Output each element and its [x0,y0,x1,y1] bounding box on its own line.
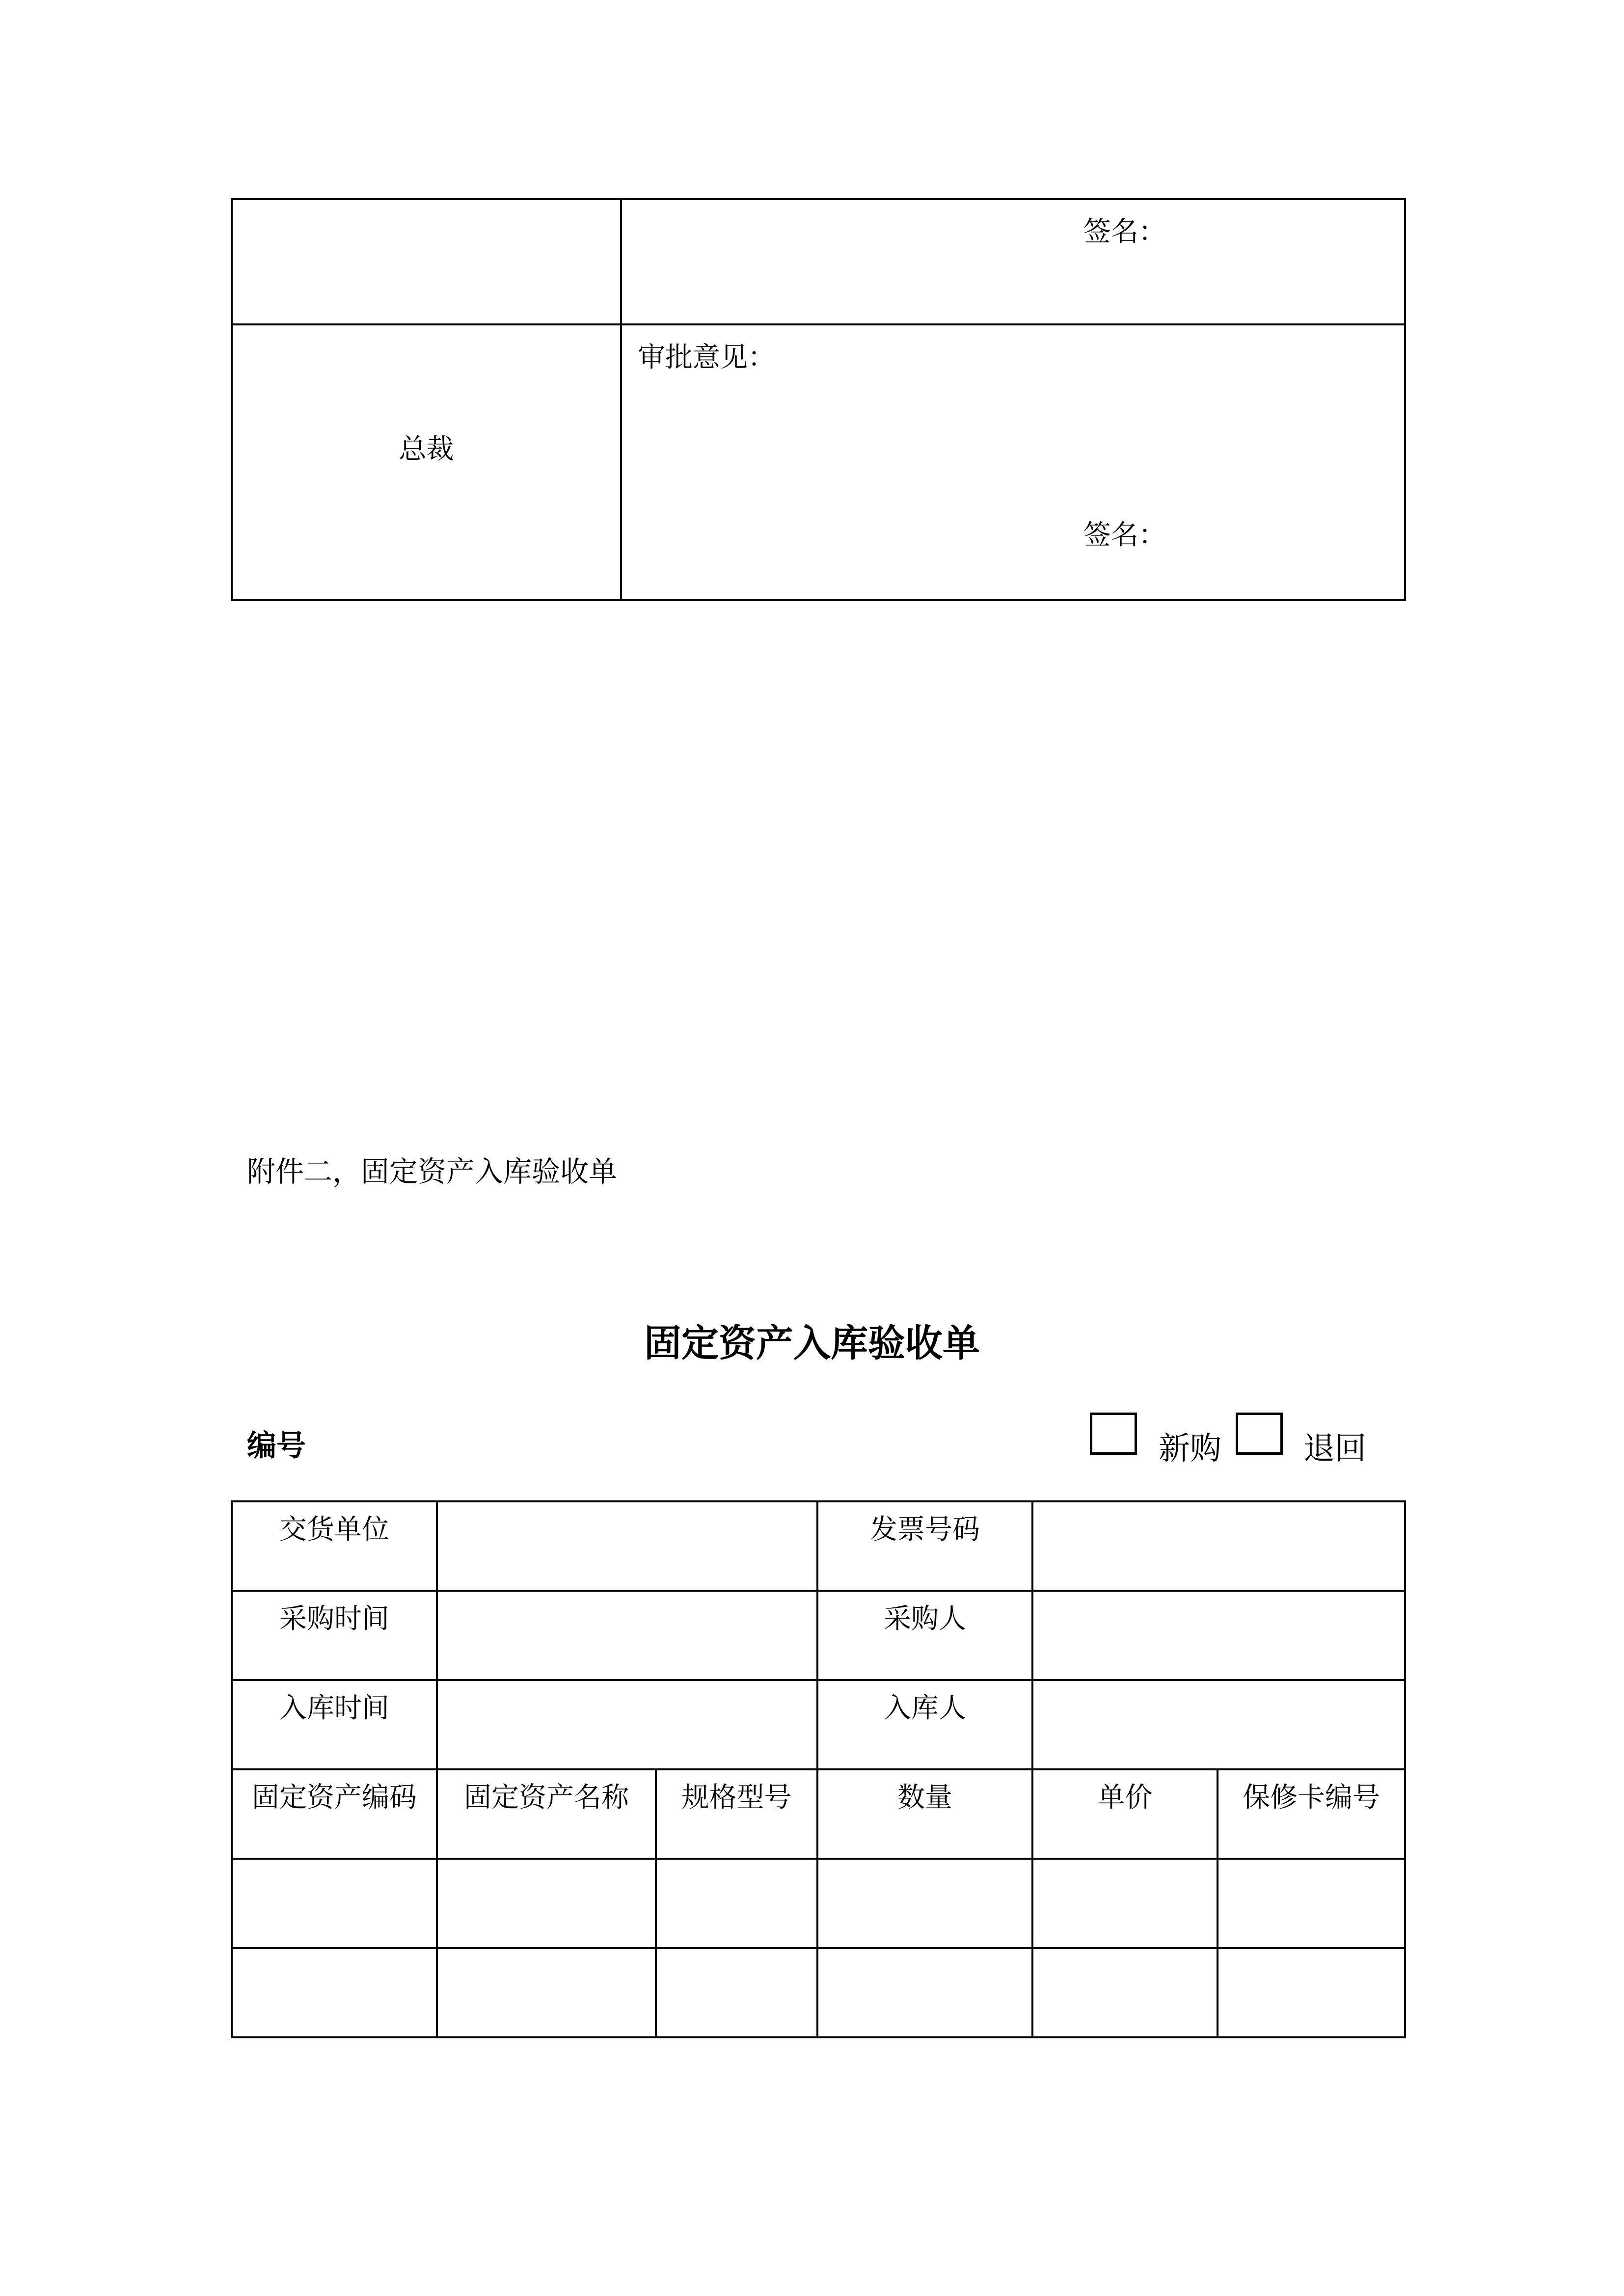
quantity-cell[interactable] [817,1948,1032,2037]
delivery-unit-field[interactable] [437,1501,817,1591]
opinion-cell[interactable] [621,199,1405,324]
receipt-table [231,1500,1406,2038]
info-label-invoice-number: 发票号码 [817,1501,1032,1591]
purchase-time-field[interactable] [437,1591,817,1680]
info-label-delivery-unit: 交货单位 [232,1501,437,1591]
column-header-row [232,1769,1405,1859]
model-cell[interactable] [656,1859,817,1948]
asset-code-cell[interactable] [232,1859,437,1948]
new-purchase-label: 新购 [1159,1431,1221,1467]
signature-label: 签名： [1083,519,1166,551]
info-label-purchase-time: 采购时间 [232,1591,437,1680]
return-label: 退回 [1303,1431,1366,1467]
column-header-asset-name: 固定资产名称 [437,1769,656,1859]
purchaser-field[interactable] [1032,1591,1405,1680]
approval-table [231,198,1406,601]
signature-label: 签名： [1083,216,1166,248]
storage-person-field[interactable] [1032,1680,1405,1769]
asset-name-cell[interactable] [437,1948,656,2037]
unit-price-cell[interactable] [1032,1859,1218,1948]
approval-opinion-label: 审批意见： [638,342,775,374]
number-label: 编号 [247,1429,306,1463]
info-row [232,1680,1405,1769]
return-checkbox[interactable] [1236,1413,1283,1455]
new-purchase-checkbox[interactable] [1090,1413,1137,1455]
ceo-opinion-cell[interactable] [621,324,1405,600]
column-header-quantity: 数量 [817,1769,1032,1859]
table-row [232,1859,1405,1948]
storage-time-field[interactable] [437,1680,817,1769]
unit-price-cell[interactable] [1032,1948,1218,2037]
model-cell[interactable] [656,1948,817,2037]
warranty-number-cell[interactable] [1218,1948,1405,2037]
attachment-caption: 附件二，固定资产入库验收单 [247,1155,618,1188]
info-row [232,1501,1405,1591]
role-cell-ceo [232,324,621,600]
info-label-purchaser: 采购人 [817,1591,1032,1680]
approval-row-ceo [232,324,1405,600]
quantity-cell[interactable] [817,1859,1032,1948]
approval-row-previous [232,199,1405,324]
form-title: 固定资产入库验收单 [644,1321,980,1365]
invoice-number-field[interactable] [1032,1501,1405,1591]
info-row [232,1591,1405,1680]
column-header-warranty-number: 保修卡编号 [1218,1769,1405,1859]
warranty-number-cell[interactable] [1218,1859,1405,1948]
asset-name-cell[interactable] [437,1859,656,1948]
role-cell-empty [232,199,621,324]
info-label-storage-time: 入库时间 [232,1680,437,1769]
column-header-unit-price: 单价 [1032,1769,1218,1859]
table-row [232,1948,1405,2037]
asset-code-cell[interactable] [232,1948,437,2037]
role-label-ceo: 总裁 [399,433,454,465]
info-label-storage-person: 入库人 [817,1680,1032,1769]
column-header-model: 规格型号 [656,1769,817,1859]
column-header-asset-code: 固定资产编码 [232,1769,437,1859]
